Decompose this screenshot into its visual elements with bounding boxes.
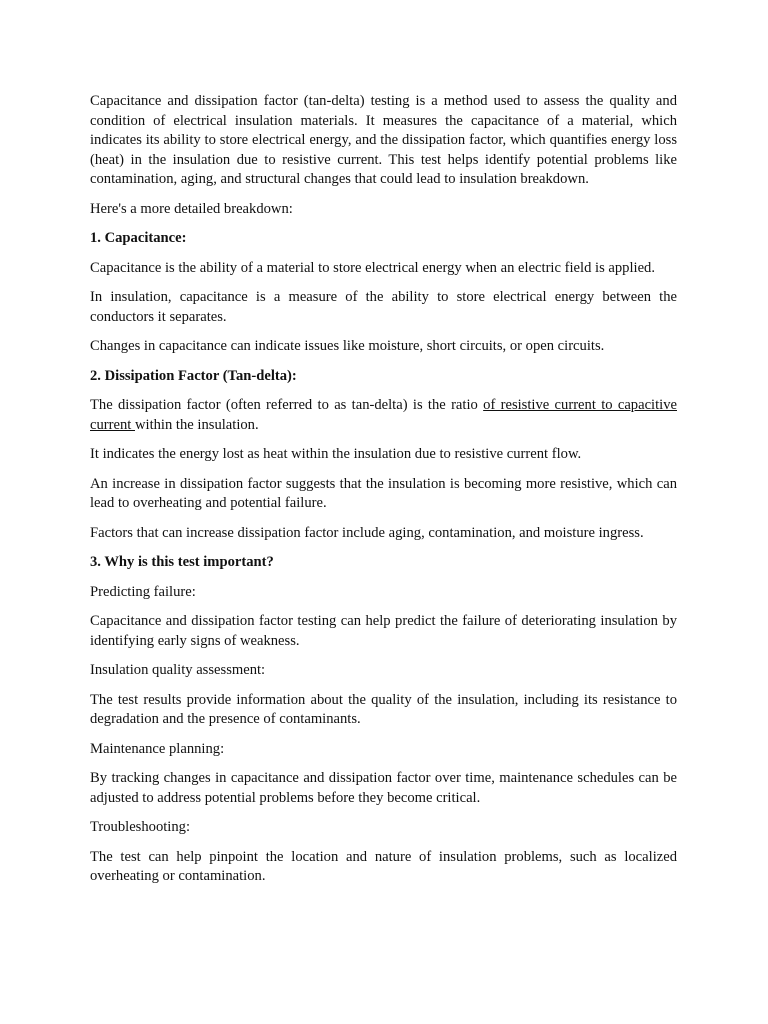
section-heading-importance: 3. Why is this test important? — [90, 554, 274, 570]
importance-text-maintenance-planning: By tracking changes in capacitance and dissipation factor over time, maintenance schedules can be adjusted to address potential problems before they become critical. — [90, 770, 677, 806]
section-heading-capacitance: 1. Capacitance: — [90, 230, 187, 246]
importance-text-quality-assessment: The test results provide information about the quality of the insulation, including its resistance to degradation and the presence of contaminants. — [90, 691, 677, 727]
importance-text-troubleshooting: The test can help pinpoint the location and nature of insulation problems, such as localized overheating or contamination. — [90, 848, 677, 884]
importance-label-predicting-failure: Predicting failure: — [90, 583, 196, 600]
dissipation-paragraph-3: An increase in dissipation factor suggests that the insulation is becoming more resistive, which can lead to overheating and potential failure. — [90, 475, 677, 511]
capacitance-paragraph-3: Changes in capacitance can indicate issues like moisture, short circuits, or open circuits. — [90, 338, 605, 354]
dissipation-p1-text-after: within the insulation. — [134, 416, 259, 433]
importance-label-maintenance-planning: Maintenance planning: — [90, 740, 225, 757]
dissipation-p1-underlined-text: of resistive current to capacitive current — [90, 397, 677, 433]
importance-text-predicting-failure: Capacitance and dissipation factor testing can help predict the failure of deteriorating insulation by identifying early signs of weakness. — [90, 613, 677, 649]
document-page — [90, 92, 677, 897]
capacitance-paragraph-1: Capacitance is the ability of a material to store electrical energy when an electric field is applied. — [90, 259, 655, 276]
dissipation-paragraph-1 — [90, 396, 677, 435]
intro-paragraph: Capacitance and dissipation factor (tan-delta) testing is a method used to assess the quality and condition of electrical insulation materials. It measures the capacitance of a material, which indicates its ability to store electrical energy, and the dissipation factor, which quantifies energy loss (heat) in the insulation due to resistive current. This test helps identify potential problems like contamination, aging, and structural changes that could lead to insulation breakdown. — [90, 93, 677, 187]
dissipation-paragraph-2: It indicates the energy lost as heat within the insulation due to resistive current flow. — [90, 446, 582, 462]
section-heading-dissipation-factor: 2. Dissipation Factor (Tan-delta): — [90, 367, 297, 384]
capacitance-paragraph-2: In insulation, capacitance is a measure of the ability to store electrical energy between the conductors it separates. — [90, 289, 677, 325]
breakdown-lead: Here's a more detailed breakdown: — [90, 200, 293, 217]
importance-label-quality-assessment: Insulation quality assessment: — [90, 662, 266, 678]
importance-label-troubleshooting: Troubleshooting: — [90, 819, 191, 835]
dissipation-p1-text-before: The dissipation factor (often referred to as tan-delta) is the ratio — [90, 397, 484, 413]
dissipation-paragraph-4: Factors that can increase dissipation factor include aging, contamination, and moisture ingress. — [90, 524, 644, 541]
